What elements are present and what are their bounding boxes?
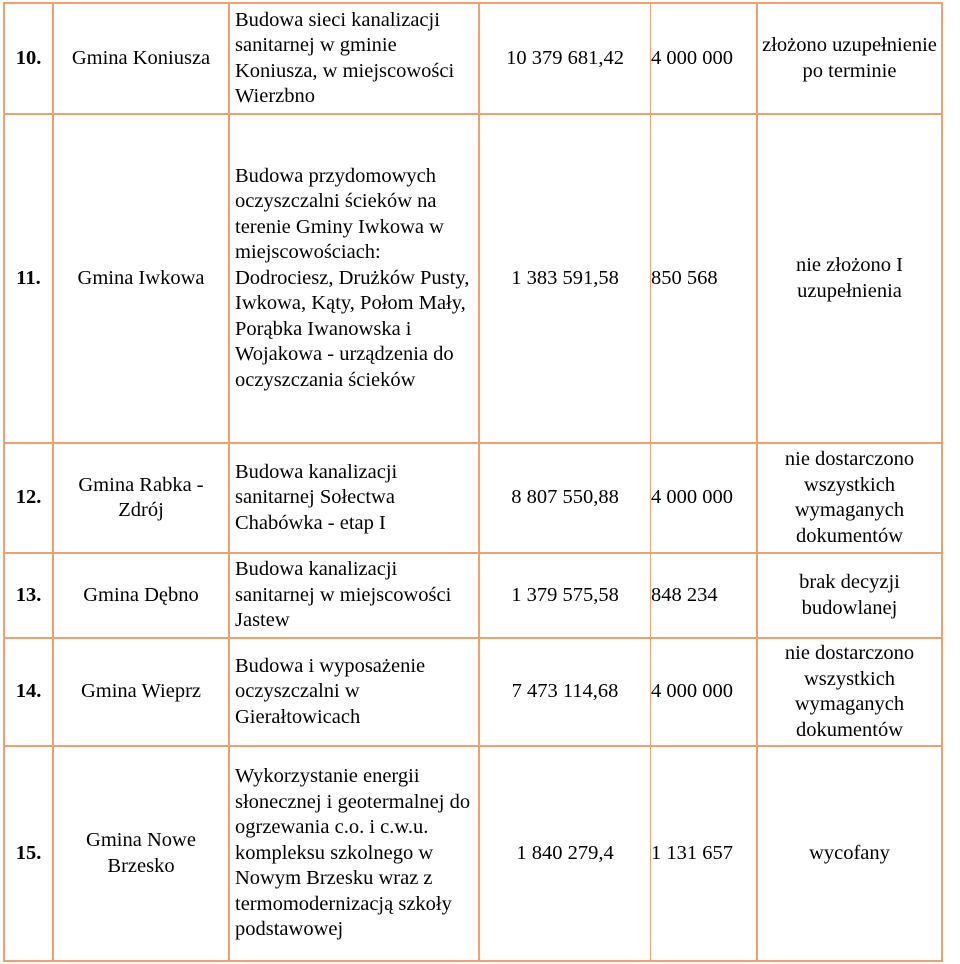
table-row <box>4 638 942 746</box>
total-cost: 1 379 575,58 <box>479 553 651 638</box>
table-row <box>4 746 942 961</box>
row-number: 13. <box>4 553 53 638</box>
grant-amount: 4 000 000 <box>651 443 758 553</box>
project-title: Budowa sieci kanalizacji sanitarnej w gminie Koniusza, w miejscowości Wierzbno <box>229 3 479 114</box>
grant-amount: 4 000 000 <box>651 3 758 114</box>
table-row <box>4 553 942 638</box>
total-cost: 7 473 114,68 <box>479 638 651 746</box>
application-status: wycofany <box>757 746 942 961</box>
gmina-name: Gmina Koniusza <box>53 3 229 114</box>
application-status: brak decyzji budowlanej <box>757 553 942 638</box>
table-row <box>4 3 942 114</box>
grant-amount: 1 131 657 <box>651 746 758 961</box>
project-title: Wykorzystanie energii słonecznej i geotermalnej do ogrzewania c.o. i c.w.u. kompleksu szkolnego w Nowym Brzesku wraz z termomodernizacją szkoły podstawowej <box>229 746 479 961</box>
table-row <box>4 443 942 553</box>
total-cost: 8 807 550,88 <box>479 443 651 553</box>
project-title: Budowa kanalizacji sanitarnej w miejscowości Jastew <box>229 553 479 638</box>
grant-amount: 850 568 <box>651 114 758 443</box>
applications-table <box>3 2 943 962</box>
application-status: nie złożono I uzupełnienia <box>757 114 942 443</box>
gmina-name: Gmina Rabka - Zdrój <box>53 443 229 553</box>
row-number: 10. <box>4 3 53 114</box>
grant-amount: 848 234 <box>651 553 758 638</box>
gmina-name: Gmina Iwkowa <box>53 114 229 443</box>
project-title: Budowa i wyposażenie oczyszczalni w Gierałtowicach <box>229 638 479 746</box>
application-status: nie dostarczono wszystkich wymaganych dokumentów <box>757 638 942 746</box>
application-status: nie dostarczono wszystkich wymaganych dokumentów <box>757 443 942 553</box>
gmina-name: Gmina Dębno <box>53 553 229 638</box>
row-number: 12. <box>4 443 53 553</box>
row-number: 14. <box>4 638 53 746</box>
gmina-name: Gmina Wieprz <box>53 638 229 746</box>
row-number: 11. <box>4 114 53 443</box>
table-row <box>4 114 942 443</box>
total-cost: 1 383 591,58 <box>479 114 651 443</box>
application-status: złożono uzupełnienie po terminie <box>757 3 942 114</box>
project-title: Budowa przydomowych oczyszczalni ścieków na terenie Gminy Iwkowa w miejscowościach: Dodrociesz, Drużków Pusty, Iwkowa, Kąty, Połom Mały, Porąbka Iwanowska i Wojakowa - urządzenia do oczyszczania ścieków <box>229 114 479 443</box>
total-cost: 1 840 279,4 <box>479 746 651 961</box>
project-title: Budowa kanalizacji sanitarnej Sołectwa Chabówka - etap I <box>229 443 479 553</box>
row-number: 15. <box>4 746 53 961</box>
total-cost: 10 379 681,42 <box>479 3 651 114</box>
gmina-name: Gmina Nowe Brzesko <box>53 746 229 961</box>
grant-amount: 4 000 000 <box>651 638 758 746</box>
